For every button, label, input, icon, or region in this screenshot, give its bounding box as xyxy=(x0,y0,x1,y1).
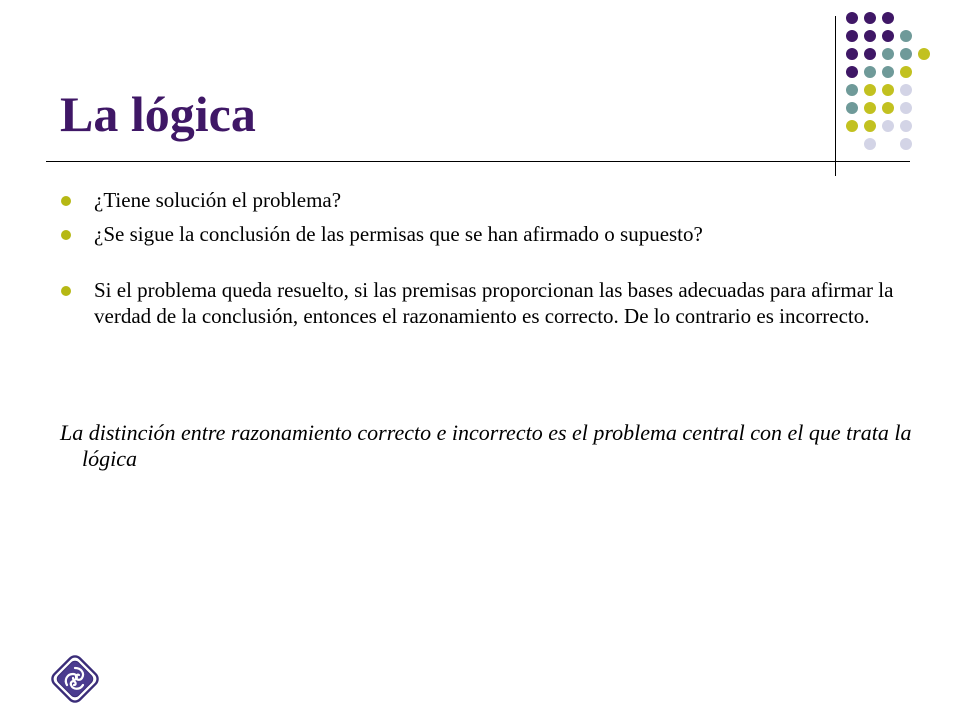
decorative-dot xyxy=(864,120,876,132)
decorative-dot xyxy=(864,102,876,114)
bullet-dot-icon xyxy=(61,196,71,206)
bullet-item xyxy=(60,221,920,247)
decorative-dot xyxy=(882,30,894,42)
decorative-dot xyxy=(846,30,858,42)
slide-title: La lógica xyxy=(60,86,256,142)
bullet-dot-icon xyxy=(61,230,71,240)
decorative-dot xyxy=(900,120,912,132)
bullet-dot-icon xyxy=(61,286,71,296)
closing-statement: La distinción entre razonamiento correcto e incorrecto es el problema central con el que trata la lógica xyxy=(60,420,912,471)
bullet-list xyxy=(60,187,920,337)
bullet-item xyxy=(60,277,920,329)
decorative-dot xyxy=(864,84,876,96)
decorative-dot xyxy=(900,138,912,150)
decorative-dot xyxy=(900,66,912,78)
decorative-dot xyxy=(882,66,894,78)
decorative-dot xyxy=(864,30,876,42)
decorative-dot-grid xyxy=(846,12,946,156)
decorative-dot xyxy=(882,12,894,24)
decorative-dot xyxy=(882,102,894,114)
decorative-dot xyxy=(846,48,858,60)
decorative-dot xyxy=(864,66,876,78)
decorative-dot xyxy=(900,84,912,96)
celtic-triskele-icon xyxy=(48,652,102,706)
decorative-dot xyxy=(846,66,858,78)
decorative-dot xyxy=(864,138,876,150)
decorative-dot xyxy=(882,48,894,60)
decorative-dot xyxy=(864,48,876,60)
logo-graphic xyxy=(48,652,102,706)
decorative-dot xyxy=(846,120,858,132)
decorative-dot xyxy=(864,12,876,24)
bullet-text: Si el problema queda resuelto, si las premisas proporcionan las bases adecuadas para afirmar la verdad de la conclusión, entonces el razonamiento es correcto. De lo contrario es incorrecto. xyxy=(94,278,894,328)
title-divider xyxy=(46,161,910,162)
decorative-dot xyxy=(900,48,912,60)
decorative-dot xyxy=(846,102,858,114)
decorative-dot xyxy=(900,30,912,42)
decorative-dot xyxy=(918,48,930,60)
decorative-dot xyxy=(900,102,912,114)
decorative-dot xyxy=(882,120,894,132)
decorative-dot xyxy=(846,84,858,96)
decorative-dot xyxy=(882,84,894,96)
bullet-item xyxy=(60,187,920,213)
decorative-dot xyxy=(846,12,858,24)
vertical-divider xyxy=(835,16,836,176)
bullet-text: ¿Se sigue la conclusión de las permisas que se han afirmado o supuesto? xyxy=(94,222,703,246)
bullet-text: ¿Tiene solución el problema? xyxy=(94,188,342,212)
